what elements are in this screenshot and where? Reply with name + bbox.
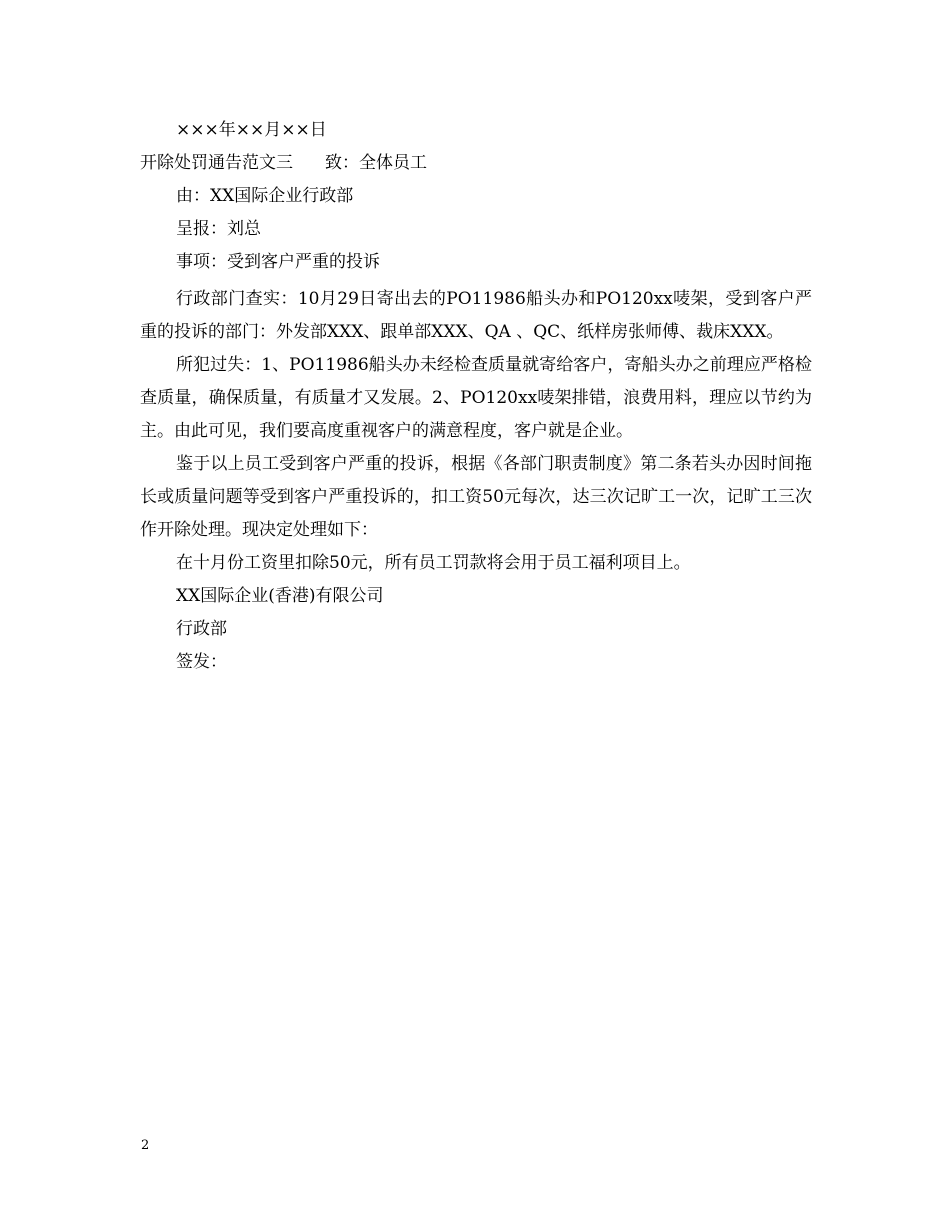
faults-paragraph: 所犯过失：1、PO11986船头办未经检查质量就寄给客户，寄船头办之前理应严格检查质量，确保质量，有质量才又发展。2、PO120xx唛架排错，浪费用料，理应以节约为主。由此可见，我们要高度重视客户的满意程度，客户就是企业。: [140, 355, 812, 441]
penalty-paragraph: 在十月份工资里扣除50元，所有员工罚款将会用于员工福利项目上。: [176, 553, 691, 573]
document-title: 开除处罚通告范文三: [140, 153, 293, 173]
subject-line: 事项：受到客户严重的投诉: [176, 252, 380, 272]
findings-paragraph: 行政部门查实：10月29日寄出去的PO11986船头办和PO120xx唛架，受到客户严重的投诉的部门：外发部XXX、跟单部XXX、QA 、QC、纸样房张师傅、裁床XXX。: [140, 289, 812, 342]
decision-paragraph: 鉴于以上员工受到客户严重的投诉，根据《各部门职责制度》第二条若头办因时间拖长或质量问题等受到客户严重投诉的，扣工资50元每次，达三次记旷工一次，记旷工三次作开除处理。现决定处理如下：: [140, 454, 812, 540]
department-name: 行政部: [176, 619, 227, 639]
date-line: ×××年××月××日: [176, 120, 327, 140]
signature-label: 签发：: [176, 652, 227, 672]
document-body: [140, 118, 812, 679]
report-to-line: 呈报：刘总: [176, 219, 261, 239]
page-number: 2: [141, 1138, 150, 1153]
from-line: 由：XX国际企业行政部: [176, 186, 354, 206]
title-line: [140, 151, 812, 175]
recipient-line: 致：全体员工: [325, 153, 427, 173]
company-name: XX国际企业(香港)有限公司: [176, 586, 384, 606]
